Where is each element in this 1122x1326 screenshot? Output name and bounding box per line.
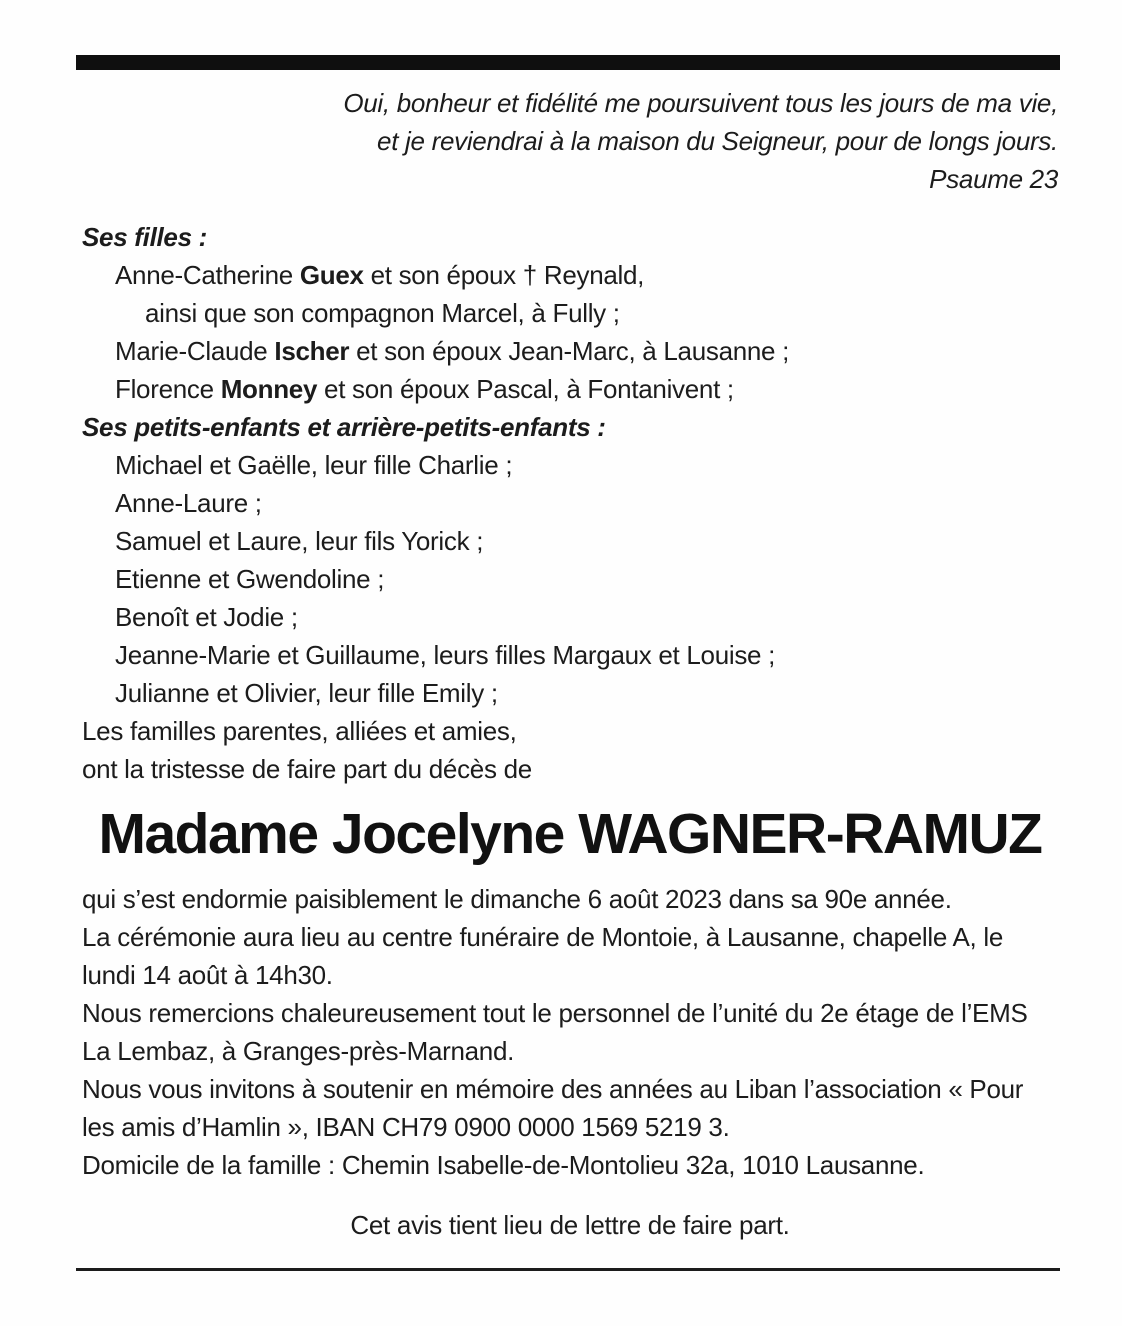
family-section (82, 218, 1058, 788)
top-divider-bar (76, 55, 1060, 70)
address-paragraph: Domicile de la famille : Chemin Isabelle-de-Montolieu 32a, 1010 Lausanne. (82, 1150, 925, 1180)
scripture-quote (82, 84, 1058, 198)
grandchild-line-3: Samuel et Laure, leur fils Yorick ; (115, 526, 484, 556)
daughter-2-pre: ainsi que son compagnon Marcel, à Fully ; (145, 298, 620, 328)
daughter-3-surname: Ischer (274, 336, 350, 366)
death-paragraph: qui s’est endormie paisiblement le dimanche 6 août 2023 dans sa 90e année. (82, 884, 952, 914)
closing-line-1: Les familles parentes, alliées et amies, (82, 716, 517, 746)
deceased-name: Madame Jocelyne WAGNER-RAMUZ (98, 802, 1042, 866)
donation-paragraph: Nous vous invitons à soutenir en mémoire des années au Liban l’association « Pour les amis d’Hamlin », IBAN CH79 0900 0000 1569 5219 3. (82, 1074, 1024, 1142)
daughter-1-surname: Guex (299, 260, 364, 290)
daughter-line-1 (82, 256, 1058, 294)
daughter-4-pre: Florence (115, 374, 221, 404)
grandchild-line-6: Jeanne-Marie et Guillaume, leurs filles Margaux et Louise ; (115, 640, 776, 670)
grandchild-line-7: Julianne et Olivier, leur fille Emily ; (115, 678, 498, 708)
footer-notice: Cet avis tient lieu de lettre de faire part. (350, 1210, 790, 1240)
daughter-line-4 (82, 370, 1058, 408)
quote-line-2: et je reviendrai à la maison du Seigneur, pour de longs jours. (377, 126, 1058, 156)
daughter-4-surname: Monney (220, 374, 318, 404)
daughter-1-post: et son époux † Reynald, (363, 260, 645, 290)
ceremony-paragraph: La cérémonie aura lieu au centre funéraire de Montoie, à Lausanne, chapelle A, le lundi 14 août à 14h30. (82, 922, 1003, 990)
grandchild-line-2: Anne-Laure ; (115, 488, 262, 518)
daughter-4-post: et son époux Pascal, à Fontanivent ; (317, 374, 734, 404)
quote-attribution: Psaume 23 (929, 164, 1058, 194)
daughter-3-pre: Marie-Claude (115, 336, 275, 366)
bottom-divider-rule (76, 1268, 1060, 1271)
grandchild-line-1: Michael et Gaëlle, leur fille Charlie ; (115, 450, 513, 480)
daughter-line-3 (82, 332, 1058, 370)
daughter-1-pre: Anne-Catherine (115, 260, 300, 290)
thanks-paragraph: Nous remercions chaleureusement tout le personnel de l’unité du 2e étage de l’EMS La Lembaz, à Granges-près-Marnand. (82, 998, 1028, 1066)
grandchildren-heading: Ses petits-enfants et arrière-petits-enfants : (82, 412, 606, 442)
closing-line-2: ont la tristesse de faire part du décès de (82, 754, 532, 784)
daughter-3-post: et son époux Jean-Marc, à Lausanne ; (349, 336, 790, 366)
daughters-heading: Ses filles : (82, 222, 208, 252)
grandchild-line-5: Benoît et Jodie ; (115, 602, 298, 632)
quote-line-1: Oui, bonheur et fidélité me poursuivent tous les jours de ma vie, (343, 88, 1058, 118)
daughter-line-2 (82, 294, 1058, 332)
grandchild-line-4: Etienne et Gwendoline ; (115, 564, 385, 594)
